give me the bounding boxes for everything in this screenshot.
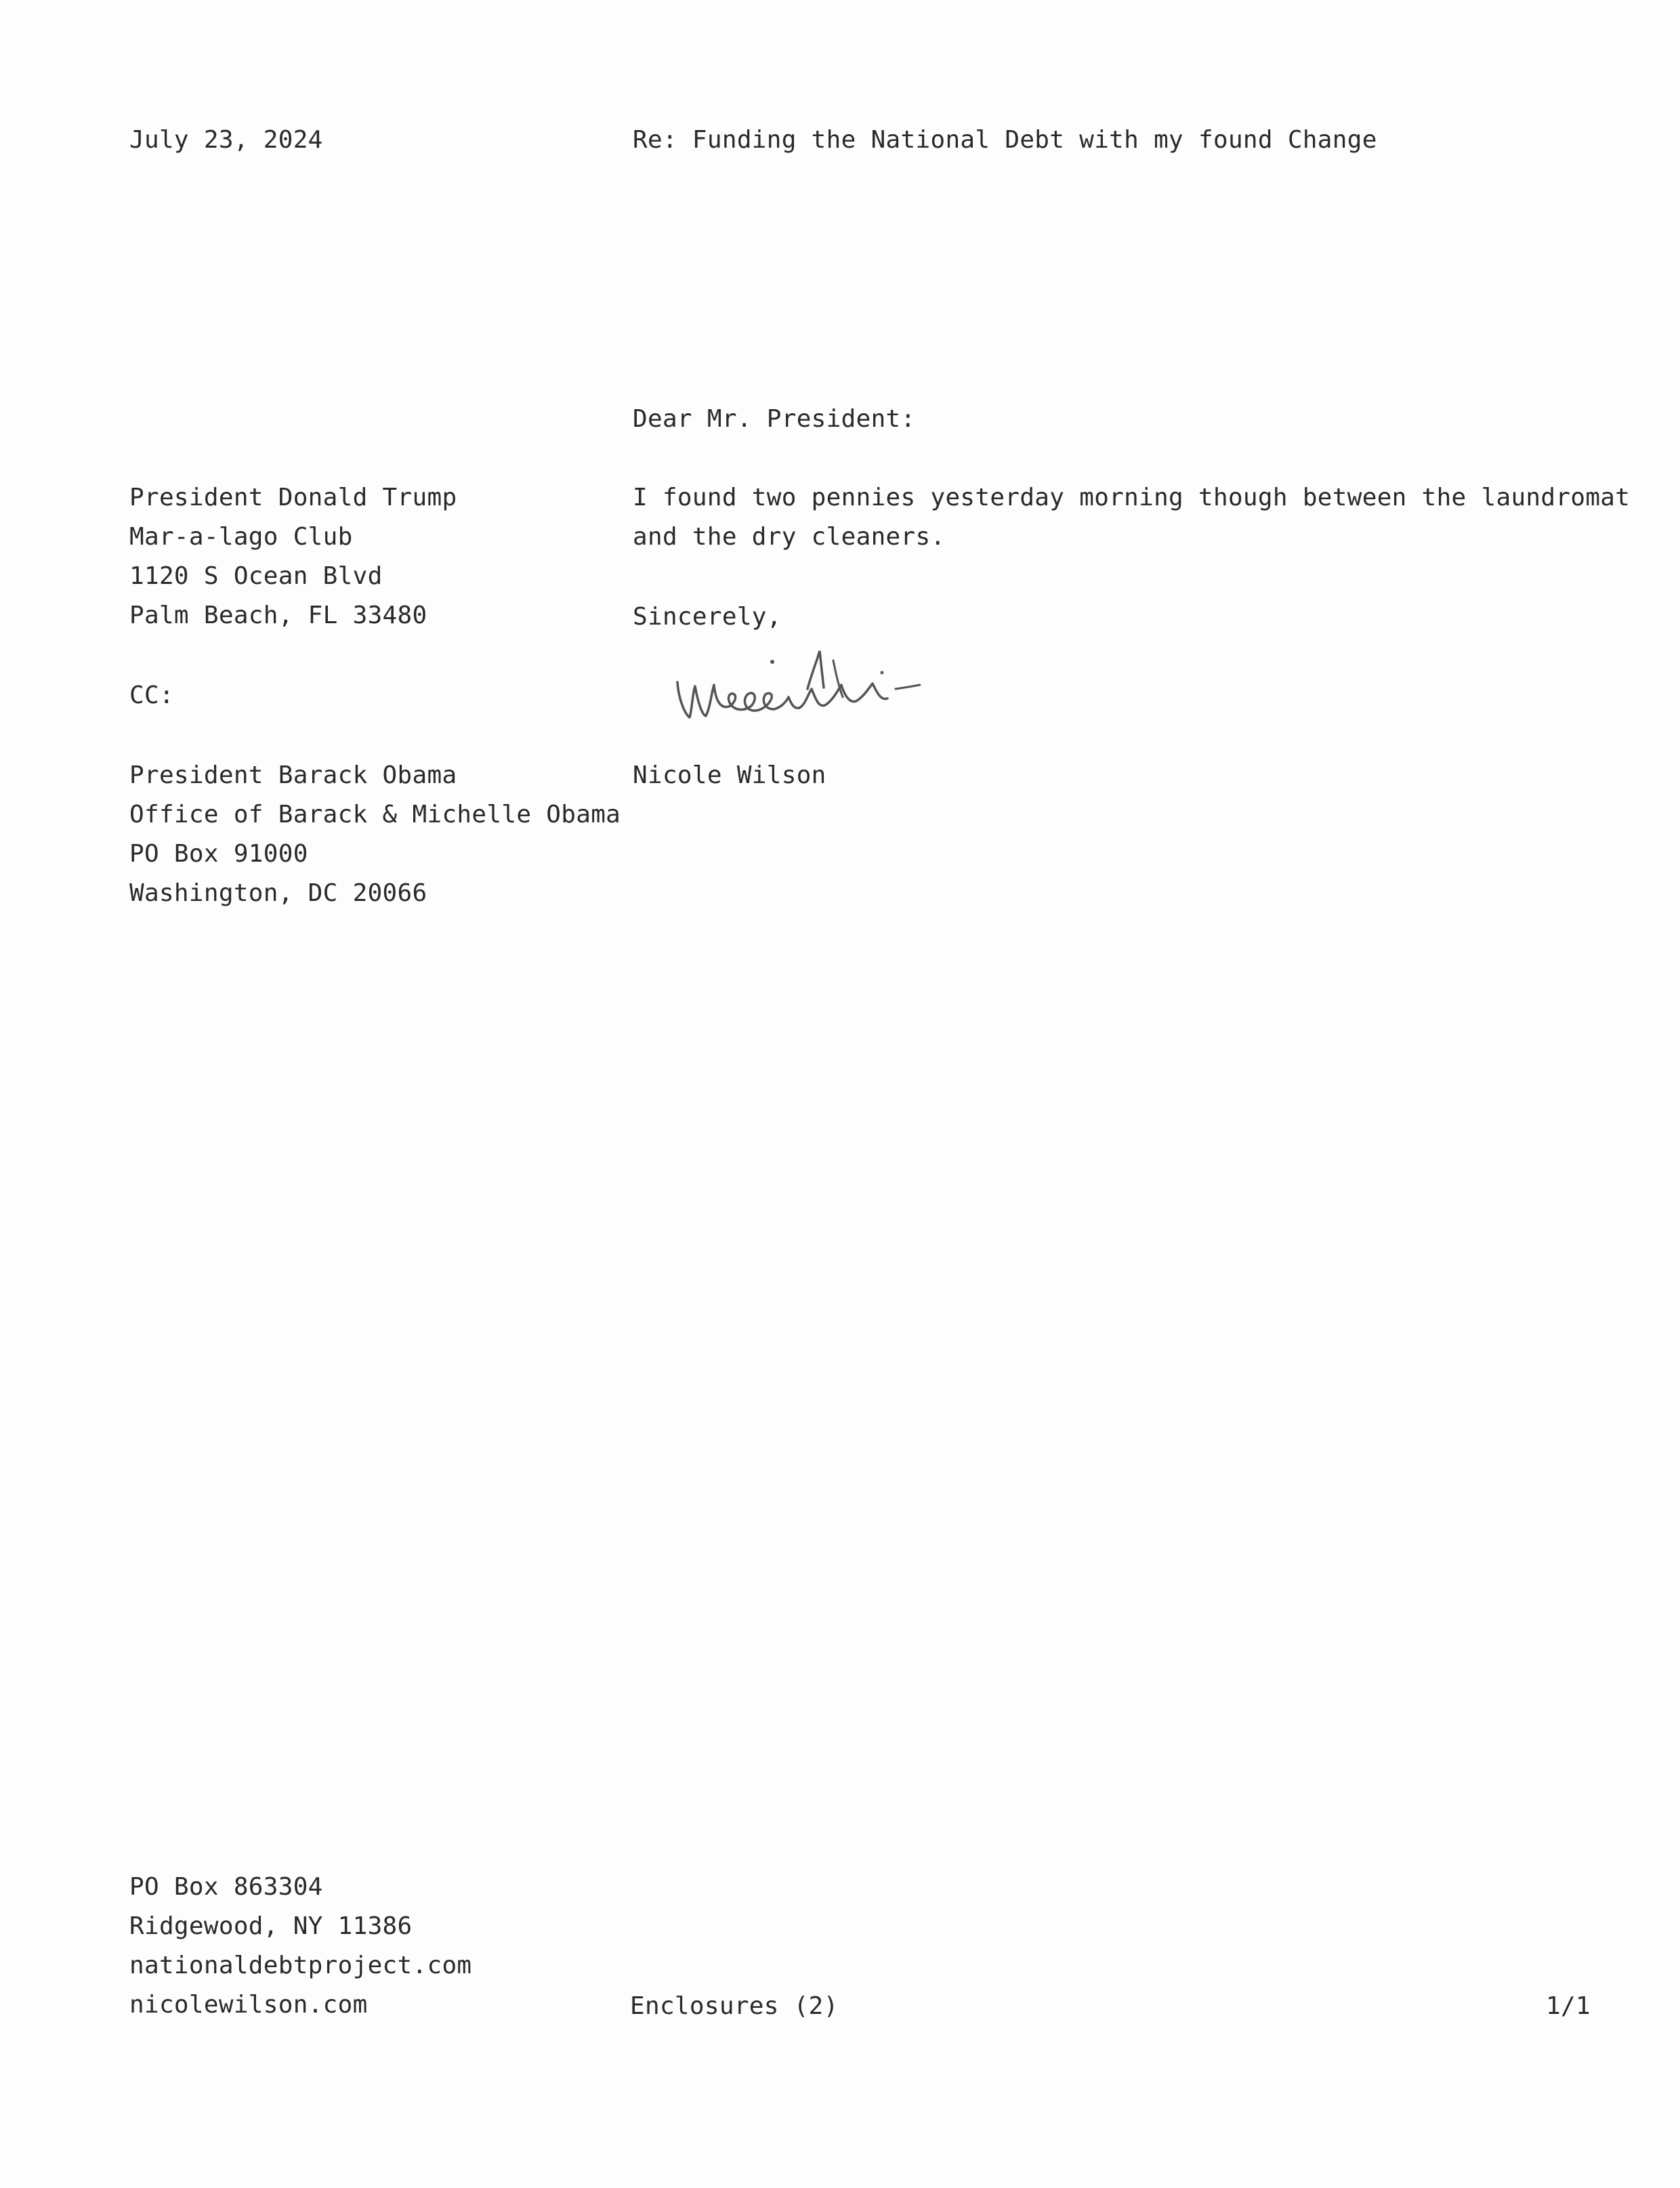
signature-name — [633, 756, 826, 795]
page-number-text: 1/1 — [1546, 1992, 1591, 2020]
salutation — [633, 400, 916, 439]
cc-address-line: Washington, DC 20066 — [129, 879, 427, 907]
subject-line — [633, 121, 1377, 160]
letter-date — [129, 121, 323, 160]
cc-label-text: CC: — [129, 681, 174, 709]
closing-text: Sincerely, — [633, 603, 782, 631]
page-number — [1546, 1987, 1591, 2026]
cc-address-line: President Barack Obama — [129, 761, 457, 789]
cc-address — [129, 756, 621, 913]
address-line: President Donald Trump — [129, 484, 457, 511]
subject-text: Re: Funding the National Debt with my found Change — [633, 126, 1377, 154]
sender-address-line: PO Box 863304 — [129, 1873, 323, 1901]
sender-website-line: nationaldebtproject.com — [129, 1952, 472, 1979]
enclosures-text: Enclosures (2) — [630, 1992, 839, 2020]
enclosures — [630, 1987, 839, 2026]
closing — [633, 597, 782, 637]
body-line: and the dry cleaners. — [633, 523, 946, 551]
signature-name-text: Nicole Wilson — [633, 761, 826, 789]
cc-address-line: Office of Barack & Michelle Obama — [129, 801, 621, 828]
cc-label — [129, 676, 174, 715]
letter-body — [633, 478, 1630, 557]
sender-address-line: Ridgewood, NY 11386 — [129, 1912, 413, 1940]
date-text: July 23, 2024 — [129, 126, 323, 154]
salutation-text: Dear Mr. President: — [633, 405, 916, 433]
address-line: 1120 S Ocean Blvd — [129, 562, 383, 590]
address-line: Palm Beach, FL 33480 — [129, 602, 427, 629]
recipient-address — [129, 478, 457, 635]
body-line: I found two pennies yesterday morning though between the laundromat — [633, 484, 1631, 511]
cc-address-line: PO Box 91000 — [129, 840, 308, 868]
sender-website-line: nicolewilson.com — [129, 1991, 368, 2019]
address-line: Mar-a-lago Club — [129, 523, 353, 551]
handwritten-signature — [672, 647, 1038, 728]
sender-address — [129, 1868, 471, 2025]
